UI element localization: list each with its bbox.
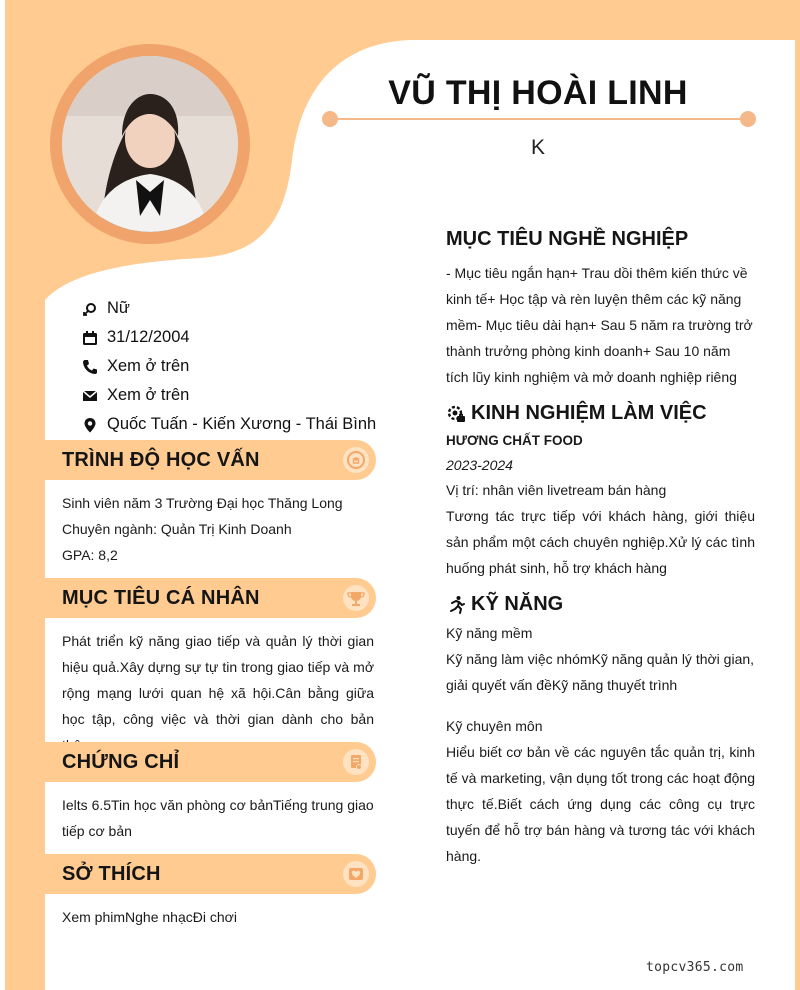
name-divider: [322, 111, 756, 127]
contact-phone: [80, 352, 380, 381]
contact-text: Xem ở trên: [107, 386, 190, 404]
education-line: GPA: 8,2: [62, 547, 118, 563]
career-goal-text: - Mục tiêu ngắn hạn+ Trau dồi thêm kiến thức về kinh tế+ Học tập và rèn luyện thêm các kỹ năng mềm- Mục tiêu dài hạn+ Sau 5 năm ra trường trở thành trưởng phòng kinh doanh+ Sau 10 năm tích lũy kinh nghiệm và mở doanh nghiệp riêng: [446, 265, 753, 385]
work-role: Vị trí: nhân viên livetream bán hàng: [446, 482, 667, 498]
certificates-text: Ielts 6.5Tin học văn phòng cơ bảnTiếng trung giao tiếp cơ bản: [62, 797, 374, 839]
contact-address: [80, 410, 380, 439]
certificate-icon: [342, 748, 370, 776]
personal-goal-text: Phát triển kỹ năng giao tiếp và quản lý thời gian hiệu quả.Xây dựng sự tự tin trong giao tiếp và mở rộng mạng lưới quan hệ xã hội.Cân bằng giữa học tập, công việc và thời gian dành cho bản: [62, 633, 374, 727]
soft-skills-text: Kỹ năng làm việc nhómKỹ năng quản lý thời gian, giải quyết vấn đềKỹ năng thuyết trình: [446, 651, 755, 693]
hard-skills-label: Kỹ chuyên môn: [446, 718, 543, 734]
education-body: [62, 490, 374, 568]
briefcase-gear-icon: [446, 404, 466, 424]
location-icon: [80, 416, 100, 434]
personal-goal-header: [45, 578, 376, 618]
company-name: HƯƠNG CHẤT FOOD: [446, 433, 583, 448]
contact-email: [80, 381, 380, 410]
hard-skills-text: Hiểu biết cơ bản về các nguyên tắc quản trị, kinh tế và marketing, vận dụng tốt trong các hoạt động thực tế.Biết cách ứng dụng các công cụ trực tuyến để hỗ trợ bán hàng và tương tác với khách hàng.: [446, 744, 755, 864]
profile-photo: [62, 56, 238, 232]
certificates-header: [45, 742, 376, 782]
career-goal-header: [446, 228, 688, 251]
section-title: MỤC TIÊU NGHỀ NGHIỆP: [446, 228, 689, 250]
contact-list: [80, 294, 380, 439]
contact-birthday: [80, 323, 380, 352]
education-icon: [342, 446, 370, 474]
skills-body: [446, 620, 755, 869]
section-title: SỞ THÍCH: [62, 862, 161, 885]
experience-header: [446, 402, 707, 425]
contact-text: 31/12/2004: [107, 328, 190, 346]
soft-skills-label: Kỹ năng mềm: [446, 625, 533, 641]
education-line: Chuyên ngành: Quản Trị Kinh Doanh: [62, 521, 292, 537]
contact-gender: [80, 294, 380, 323]
phone-icon: [80, 358, 100, 376]
hobbies-text: Xem phimNghe nhạcĐi chơi: [62, 909, 237, 925]
candidate-position: K: [530, 136, 545, 159]
gender-icon: [80, 300, 100, 318]
education-header: [45, 440, 376, 480]
education-line: Sinh viên năm 3 Trường Đại học Thăng Long: [62, 495, 343, 511]
section-title: CHỨNG CHỈ: [62, 750, 180, 773]
section-title: KỸ NĂNG: [471, 593, 564, 615]
heart-icon: [342, 860, 370, 888]
section-title: KINH NGHIỆM LÀM VIỆC: [471, 402, 707, 424]
hobbies-header: [45, 854, 376, 894]
trophy-icon: [342, 584, 370, 612]
section-title: MỤC TIÊU CÁ NHÂN: [62, 586, 260, 609]
work-period: 2023-2024: [446, 457, 513, 473]
calendar-icon: [80, 329, 100, 347]
work-description: Tương tác trực tiếp với khách hàng, giới thiệu sản phẩm một cách chuyên nghiệp.Xử lý các tình huống phát sinh, hỗ trợ khách hàng: [446, 508, 755, 576]
contact-text: Quốc Tuấn - Kiến Xương - Thái Bình: [107, 415, 377, 433]
running-person-icon: [446, 595, 466, 615]
candidate-name: VŨ THỊ HOÀI LINH: [388, 74, 688, 112]
email-icon: [80, 387, 100, 405]
contact-text: Nữ: [107, 299, 130, 317]
experience-body: [446, 429, 755, 581]
contact-text: Xem ở trên: [107, 357, 190, 375]
section-title: TRÌNH ĐỘ HỌC VẤN: [62, 448, 260, 471]
watermark: topcv365.com: [646, 960, 744, 975]
skills-header: [446, 593, 563, 616]
